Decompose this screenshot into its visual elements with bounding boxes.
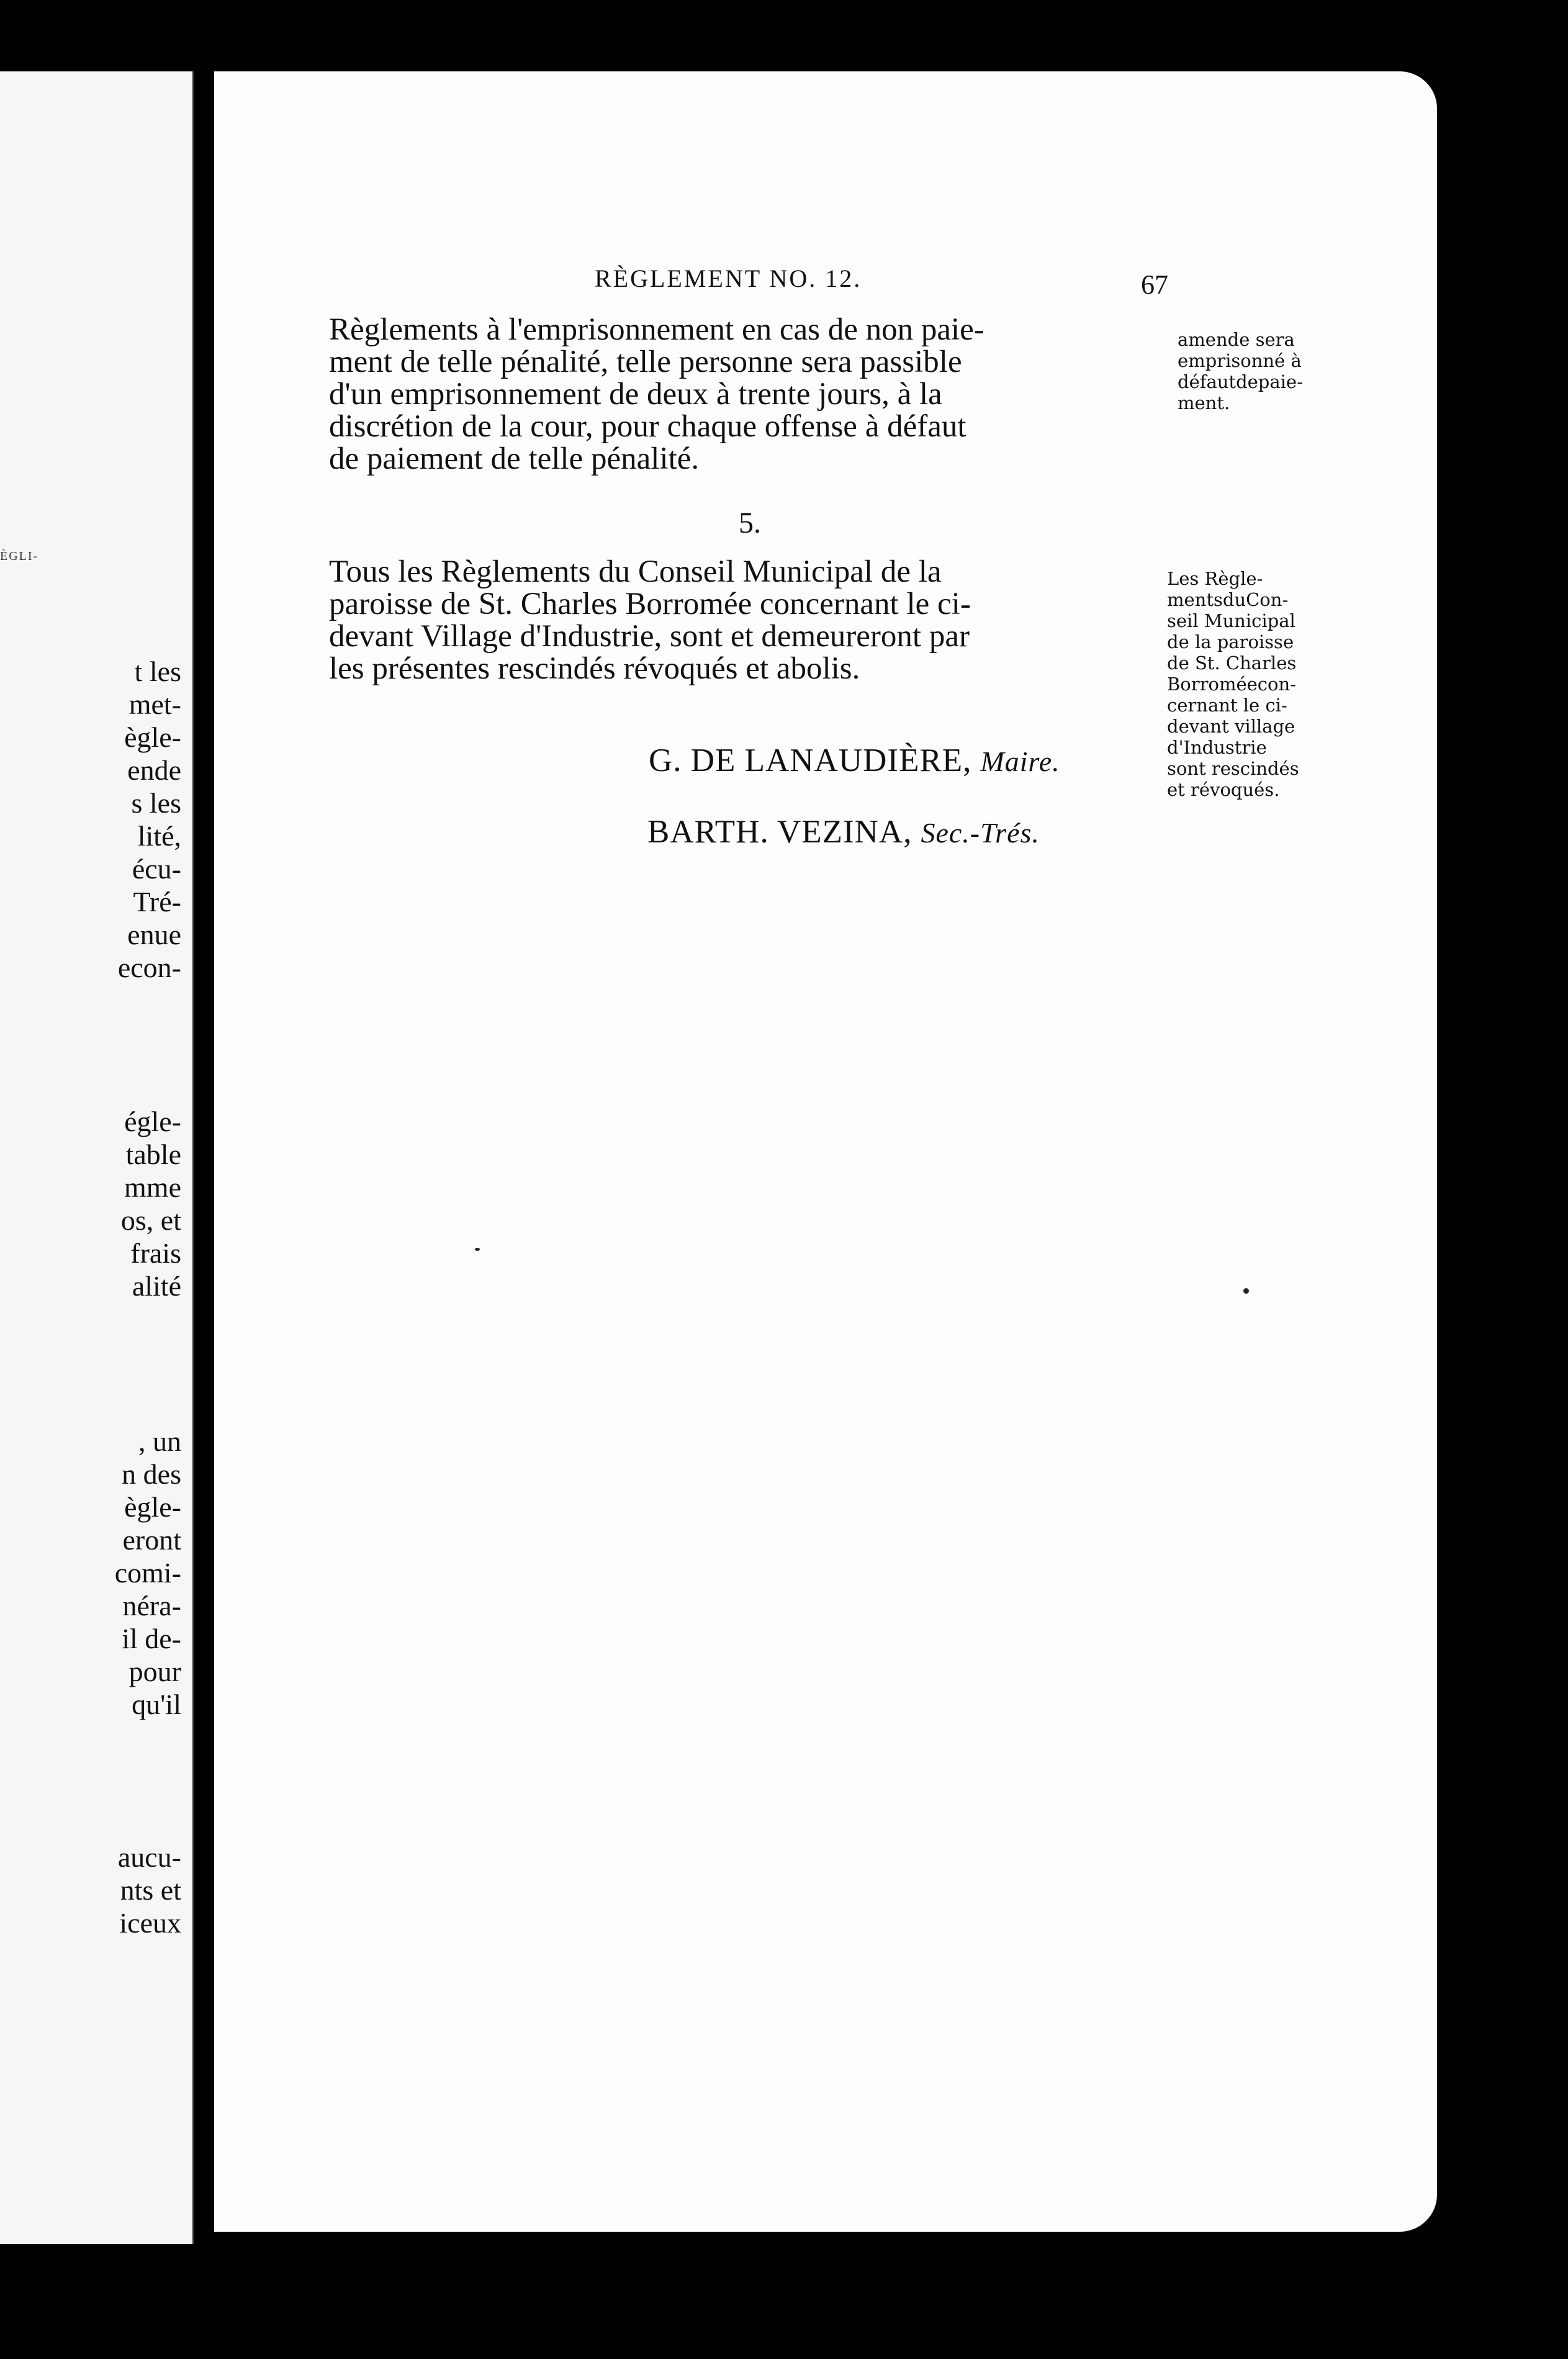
margin-note-line: et révoqués. — [1167, 779, 1280, 800]
paragraph-line: discrétion de la cour, pour chaque offense à défaut — [329, 409, 966, 444]
paragraph-rescission — [329, 556, 1170, 685]
left-page-fragment: eront — [122, 1524, 181, 1556]
left-page-fragment: Tré- — [133, 886, 181, 918]
left-page-fragment: frais — [130, 1237, 181, 1269]
paragraph-line: les présentes rescindés révoqués et abolis. — [329, 651, 860, 686]
signature-secretary — [647, 813, 1040, 850]
paragraph-line: Règlements à l'emprisonnement en cas de non paie- — [329, 312, 985, 347]
left-page-fragment: met- — [128, 688, 181, 720]
paragraph-line: devant Village d'Industrie, sont et demeureront par — [329, 619, 970, 654]
left-page-fragment: nts et — [120, 1874, 181, 1906]
left-page-fragment: enue — [127, 919, 181, 950]
left-page-fragment: il de- — [122, 1623, 181, 1654]
section-number: 5. — [739, 507, 761, 539]
scan-speck — [1243, 1288, 1249, 1294]
left-page-fragment: comi- — [114, 1557, 181, 1589]
margin-note-line: ment. — [1178, 392, 1230, 413]
left-page-fragment: mme — [124, 1171, 181, 1203]
left-facing-page — [0, 71, 194, 2244]
left-page-fragment: table — [125, 1139, 181, 1170]
left-page-fragment: os, et — [120, 1204, 181, 1236]
margin-note-line: de St. Charles — [1167, 652, 1297, 674]
left-page-fragment: , un — [138, 1425, 181, 1457]
paragraph-line: Tous les Règlements du Conseil Municipal de la — [329, 554, 942, 589]
left-page-fragment: égle- — [124, 1106, 181, 1137]
left-page-fragment: n des — [122, 1458, 181, 1490]
left-page-fragment: s les — [131, 787, 181, 819]
margin-note-line: amende sera — [1178, 329, 1295, 350]
left-page-fragment: qu'il — [132, 1689, 181, 1720]
margin-note-line: Borroméecon- — [1167, 674, 1296, 695]
left-page-fragment: ègle- — [124, 1491, 181, 1523]
signature-name: G. DE LANAUDIÈRE, — [649, 742, 972, 778]
margin-note-line: de la paroisse — [1167, 631, 1294, 652]
margin-note-line: cernant le ci- — [1167, 695, 1287, 716]
left-page-fragment: lité, — [137, 820, 181, 852]
paragraph-line: d'un emprisonnement de deux à trente jours, à la — [329, 377, 942, 412]
page-number: 67 — [1141, 269, 1168, 300]
left-page-fragment: iceux — [119, 1907, 181, 1939]
margin-note-line: mentsduCon- — [1167, 589, 1289, 610]
margin-note-line: seil Municipal — [1167, 610, 1295, 631]
signature-name: BARTH. VEZINA, — [647, 814, 912, 850]
margin-note-rescission — [1167, 568, 1299, 800]
signature-maire — [649, 742, 1060, 779]
left-page-fragment: pour — [128, 1656, 181, 1687]
left-page-fragment: ègle- — [124, 721, 181, 753]
margin-note-line: Les Règle- — [1167, 568, 1263, 589]
margin-note-line: devant village — [1167, 716, 1295, 737]
margin-note-penalty — [1178, 329, 1303, 413]
paragraph-line: ment de telle pénalité, telle personne sera passible — [329, 345, 962, 379]
left-page-fragment: econ- — [117, 952, 181, 983]
left-page-fragment: t les — [134, 656, 181, 687]
left-page-tag: ÈGLI- — [0, 549, 39, 563]
left-page-fragment: néra- — [122, 1590, 181, 1622]
scan-speck — [475, 1248, 480, 1251]
left-page-fragment: écu- — [132, 853, 181, 885]
left-page-fragment: ende — [127, 754, 181, 786]
paragraph-penalty — [329, 313, 1170, 475]
margin-note-line: sont rescindés — [1167, 758, 1299, 779]
margin-note-line: d'Industrie — [1167, 737, 1267, 758]
left-page-fragment: alité — [132, 1270, 181, 1302]
running-header: RÈGLEMENT NO. 12. — [595, 264, 862, 292]
margin-note-line: défautdepaie- — [1178, 371, 1303, 392]
paragraph-line: de paiement de telle pénalité. — [329, 441, 700, 476]
paragraph-line: paroisse de St. Charles Borromée concernant le ci- — [329, 587, 971, 621]
signature-role: Maire. — [980, 746, 1060, 777]
signature-role: Sec.-Trés. — [921, 817, 1040, 849]
left-page-fragment: aucu- — [117, 1841, 181, 1873]
margin-note-line: emprisonné à — [1178, 350, 1302, 371]
